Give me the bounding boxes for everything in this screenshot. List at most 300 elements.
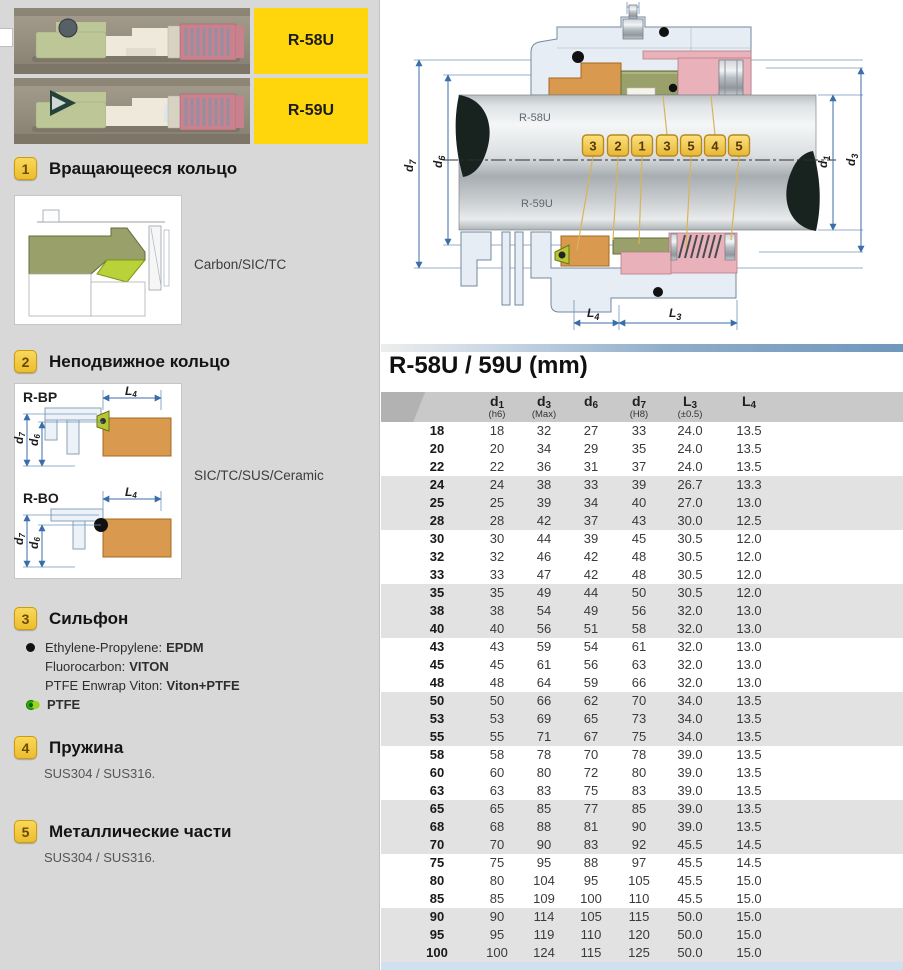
value-cell: 73 [615,710,663,728]
value-cell: 81 [567,818,615,836]
filler-cell [781,548,903,566]
filler-cell [781,440,903,458]
filler-cell [781,890,903,908]
value-cell: 69 [521,710,567,728]
value-cell: 70 [615,692,663,710]
value-cell: 13.0 [717,602,781,620]
value-cell: 13.5 [736,765,762,780]
set-screw-icon [629,5,637,19]
d7-dim-label: d7 [12,432,27,444]
value-cell: 13.0 [736,639,762,654]
size-cell: 30 [429,531,445,546]
size-cell: 35 [381,584,473,602]
table-row [381,638,903,656]
value-cell: 45.5 [677,873,703,888]
size-table [381,392,903,962]
value-cell: 95 [583,873,599,888]
value-cell: 110 [628,891,650,906]
value-cell: 32.0 [677,657,703,672]
page-edge-notch [0,28,13,47]
value-cell: 12.0 [736,549,762,564]
value-cell: 67 [567,728,615,746]
size-cell: 58 [429,747,445,762]
value-cell: 15.0 [736,873,762,888]
filler-cell [781,494,903,512]
dimension-l3 [619,300,737,330]
filler-cell [781,620,903,638]
svg-text:d7: $d_7$ [402,159,418,172]
value-cell: 59 [536,639,552,654]
size-cell: 18 [429,423,445,438]
value-cell: 51 [567,620,615,638]
value-cell: 33 [489,567,505,582]
value-cell: 63 [631,657,647,672]
value-cell: 58 [489,747,505,762]
table-row [381,764,903,782]
value-cell: 42 [583,549,599,564]
value-cell: 66 [631,675,647,690]
value-cell: 13.5 [717,728,781,746]
product-image-r59u [14,78,250,144]
filler-cell [781,836,903,854]
section-5-header [14,820,231,843]
table-row [381,458,903,476]
value-cell: 56 [583,657,599,672]
section-3-header [14,607,128,630]
table-row [381,494,903,512]
col-header-d1: d1 (h6) [473,392,521,422]
value-cell: 26.7 [663,476,717,494]
value-cell: 62 [567,692,615,710]
value-cell: 30.5 [677,567,703,582]
svg-text:d3: $d_3$ [844,153,860,166]
value-cell: 24.0 [677,441,703,456]
value-cell: 78 [536,747,552,762]
value-cell: 34 [536,441,552,456]
r-bo-drawing [12,485,179,581]
value-cell: 44 [567,584,615,602]
value-cell: 32 [536,423,552,438]
callout-badge [705,135,726,156]
size-cell: 33 [429,567,445,582]
value-cell: 83 [536,783,552,798]
shaft [456,95,820,231]
material-value: PTFE [47,697,81,712]
value-cell: 72 [583,765,599,780]
d7-dim-label: d7 [12,533,27,545]
size-cell: 22 [429,459,445,474]
value-cell: 12.0 [717,584,781,602]
value-cell: 80 [489,873,505,888]
table-row [381,512,903,530]
svg-text:5: 5 [687,138,695,154]
filler-cell [781,530,903,548]
section-2-number-badge: 2 [14,350,37,373]
table-row [381,890,903,908]
upper-spring [719,60,743,95]
col-header-d6: d6 [567,392,615,422]
value-cell: 13.5 [736,423,762,438]
size-cell: 65 [381,800,473,818]
value-cell: 22 [489,459,505,474]
value-cell: 42 [583,567,599,582]
seal-render-r58u [14,8,250,74]
size-cell: 85 [429,891,445,906]
value-cell: 63 [489,783,505,798]
value-cell: 13.5 [736,441,762,456]
value-cell: 27.0 [663,494,717,512]
value-cell: 38 [473,602,521,620]
value-cell: 15.0 [717,926,781,944]
filler-cell [781,854,903,872]
value-cell: 56 [521,620,567,638]
svg-text:2: 2 [614,138,622,154]
value-cell: 13.5 [717,710,781,728]
product-label-r58u: R-58U [254,8,368,74]
table-row [381,440,903,458]
svg-text:d1: $d_1$ [816,155,832,168]
table-row [381,836,903,854]
value-cell: 43 [615,512,663,530]
size-cell: 20 [429,441,445,456]
value-cell: 61 [631,639,647,654]
value-cell: 46 [536,549,552,564]
value-cell: 50.0 [663,926,717,944]
value-cell: 88 [583,855,599,870]
product-image-r58u [14,8,250,74]
main-diagram [381,0,903,340]
value-cell: 50.0 [663,908,717,926]
value-cell: 71 [521,728,567,746]
filler-cell [781,926,903,944]
carbon-ring-icon [59,19,77,37]
value-cell: 125 [615,944,663,962]
section-divider-bar [381,344,903,352]
value-cell: 37 [631,459,647,474]
size-cell: 70 [381,836,473,854]
value-cell: 45 [631,531,647,546]
section-4-title: Пружина [49,737,124,757]
value-cell: 61 [536,657,552,672]
value-cell: 13.0 [717,494,781,512]
value-cell: 83 [567,836,615,854]
filler-cell [781,458,903,476]
value-cell: 35 [473,584,521,602]
material-value: VITON [129,659,169,674]
value-cell: 13.5 [717,800,781,818]
value-cell: 37 [567,512,615,530]
table-row [381,746,903,764]
filler-cell [781,656,903,674]
bellows-material-list [26,638,240,714]
value-cell: 24.0 [677,423,703,438]
stationary-ring-figure [14,383,182,579]
value-cell: 104 [533,873,555,888]
col-header-l3: L3 (±0.5) [663,392,717,422]
value-cell: 90 [615,818,663,836]
table-row [381,800,903,818]
size-cell: 48 [429,675,445,690]
value-cell: 88 [521,818,567,836]
value-cell: 105 [628,873,650,888]
r-bo-label: R-BO [23,490,59,506]
value-cell: 85 [615,800,663,818]
material-label: Ethylene-Propylene: [45,640,163,655]
value-cell: 85 [489,891,505,906]
value-cell: 40 [615,494,663,512]
svg-text:3: 3 [589,138,597,154]
value-cell: 45 [489,657,505,672]
filler-cell [781,746,903,764]
value-cell: 32.0 [663,620,717,638]
value-cell: 85 [521,800,567,818]
value-cell: 13.5 [717,818,781,836]
value-cell: 38 [521,476,567,494]
svg-text:1: 1 [638,138,646,154]
material-label: Fluorocarbon: [45,659,126,674]
value-cell: 45.5 [663,836,717,854]
value-cell: 39 [615,476,663,494]
value-cell: 56 [615,602,663,620]
o-ring-icon [572,51,584,63]
value-cell: 36 [536,459,552,474]
shaft-label-r59u: R-59U [521,198,553,210]
value-cell: 100 [580,891,602,906]
value-cell: 78 [631,747,647,762]
value-cell: 32 [489,549,505,564]
value-cell: 64 [536,675,552,690]
value-cell: 25 [473,494,521,512]
value-cell: 65 [473,800,521,818]
value-cell: 48 [631,567,647,582]
value-cell: 55 [473,728,521,746]
table-row [381,656,903,674]
table-header-filler [781,392,903,422]
size-cell: 25 [381,494,473,512]
value-cell: 27 [583,423,599,438]
size-cell: 68 [381,818,473,836]
value-cell: 28 [473,512,521,530]
size-cell: 50 [381,692,473,710]
seal-render-r59u [14,78,250,144]
section-1-header [14,157,237,180]
filler-cell [781,710,903,728]
value-cell: 68 [473,818,521,836]
value-cell: 24.0 [677,459,703,474]
filler-cell [781,800,903,818]
r-bp-drawing [12,384,179,480]
table-row [381,926,903,944]
size-cell: 38 [381,602,473,620]
value-cell: 60 [489,765,505,780]
size-cell: 53 [381,710,473,728]
svg-text:3: 3 [663,138,671,154]
section-3-title: Сильфон [49,608,129,628]
value-cell: 49 [567,602,615,620]
value-cell: 124 [521,944,567,962]
value-cell: 13.5 [736,459,762,474]
value-cell: 45.5 [677,891,703,906]
value-cell: 92 [615,836,663,854]
callout-badges [583,135,750,156]
list-item [45,657,240,676]
value-cell: 54 [521,602,567,620]
col-header-d3: d3 (Max) [521,392,567,422]
value-cell: 13.5 [736,783,762,798]
table-row [381,674,903,692]
value-cell: 70 [583,747,599,762]
value-cell: 14.5 [736,855,762,870]
value-cell: 13.0 [736,657,762,672]
table-title: R-58U / 59U (mm) [389,352,588,379]
table-row [381,422,903,440]
filler-cell [781,584,903,602]
material-value: EPDM [166,640,204,655]
value-cell: 39.0 [677,765,703,780]
size-cell: 40 [381,620,473,638]
value-cell: 15.0 [736,891,762,906]
value-cell: 54 [583,639,599,654]
dimension-d3 [844,68,861,252]
value-cell: 12.0 [736,531,762,546]
svg-text:5: 5 [735,138,743,154]
l4-dim-label: L4 [125,384,137,399]
value-cell: 59 [583,675,599,690]
value-cell: 100 [473,944,521,962]
value-cell: 110 [567,926,615,944]
value-cell: 31 [583,459,599,474]
filler-cell [781,944,903,962]
table-row [381,728,903,746]
list-item [45,676,240,695]
value-cell: 39.0 [663,800,717,818]
value-cell: 34.0 [663,728,717,746]
table-row [381,872,903,890]
filler-cell [781,908,903,926]
value-cell: 12.5 [717,512,781,530]
value-cell: 80 [536,765,552,780]
right-panel [381,0,903,970]
value-cell: 115 [615,908,663,926]
value-cell: 90 [521,836,567,854]
size-table-header [381,392,903,422]
lower-seal-assembly [461,232,737,312]
value-cell: 95 [536,855,552,870]
value-cell: 80 [631,765,647,780]
table-row [381,620,903,638]
svg-text:d6: $d_6$ [431,155,447,168]
size-cell: 95 [381,926,473,944]
bullet-dot-icon [26,643,35,652]
col-header-d7: d7 (H8) [615,392,663,422]
section-3-number-badge: 3 [14,607,37,630]
col-header-l4: L4 [717,392,781,422]
upper-seal-assembly [531,5,751,95]
table-row [381,530,903,548]
value-cell: 90 [473,908,521,926]
bottom-strip [381,962,903,970]
value-cell: 49 [521,584,567,602]
value-cell: 50 [473,692,521,710]
section-1-title: Вращающееся кольцо [49,158,238,178]
size-cell: 32 [429,549,445,564]
material-value: Viton+PTFE [166,678,240,693]
size-cell: 63 [429,783,445,798]
ptfe-bullet-icon [26,699,41,711]
value-cell: 70 [473,836,521,854]
product-row-r59u [14,78,368,144]
filler-cell [781,818,903,836]
size-cell: 90 [381,908,473,926]
value-cell: 13.0 [736,675,762,690]
value-cell: 95 [473,926,521,944]
table-row [381,710,903,728]
value-cell: 30 [489,531,505,546]
section-4-number-badge: 4 [14,736,37,759]
value-cell: 34 [567,494,615,512]
svg-text:L4: $L_4$ [587,306,600,322]
section-5-material: SUS304 / SUS316. [44,850,156,865]
value-cell: 14.5 [717,836,781,854]
value-cell: 75 [615,728,663,746]
value-cell: 115 [567,944,615,962]
value-cell: 50 [615,584,663,602]
shaft-label-r58u: R-58U [519,112,551,124]
left-panel [0,0,380,970]
svg-text:L3: $L_3$ [669,306,682,322]
table-row [381,584,903,602]
section-4-header [14,736,123,759]
callout-badge [657,135,678,156]
table-row [381,548,903,566]
value-cell: 20 [489,441,505,456]
callout-badge [632,135,653,156]
material-label: PTFE Enwrap Viton: [45,678,163,693]
section-4-material: SUS304 / SUS316. [44,766,156,781]
size-cell: 75 [429,855,445,870]
product-panel [14,8,368,148]
value-cell: 66 [521,692,567,710]
value-cell: 32.0 [677,675,703,690]
d6-dim-label: d6 [27,434,42,446]
filler-cell [781,764,903,782]
value-cell: 30.5 [677,549,703,564]
size-cell: 55 [381,728,473,746]
filler-cell [781,674,903,692]
value-cell: 18 [489,423,505,438]
value-cell: 83 [631,783,647,798]
value-cell: 65 [567,710,615,728]
value-cell: 30.5 [677,531,703,546]
value-cell: 105 [567,908,615,926]
filler-cell [781,728,903,746]
value-cell: 32.0 [677,639,703,654]
section-1-number-badge: 1 [14,157,37,180]
value-cell: 39.0 [663,818,717,836]
value-cell: 119 [521,926,567,944]
table-row [381,818,903,836]
value-cell: 39.0 [677,783,703,798]
value-cell: 109 [533,891,555,906]
value-cell: 15.0 [717,944,781,962]
list-item [26,695,240,714]
o-ring-icon [659,27,669,37]
value-cell: 34.0 [663,692,717,710]
l4-dim-label: L4 [125,485,137,500]
filler-cell [781,638,903,656]
size-cell: 60 [429,765,445,780]
value-cell: 45.5 [677,855,703,870]
